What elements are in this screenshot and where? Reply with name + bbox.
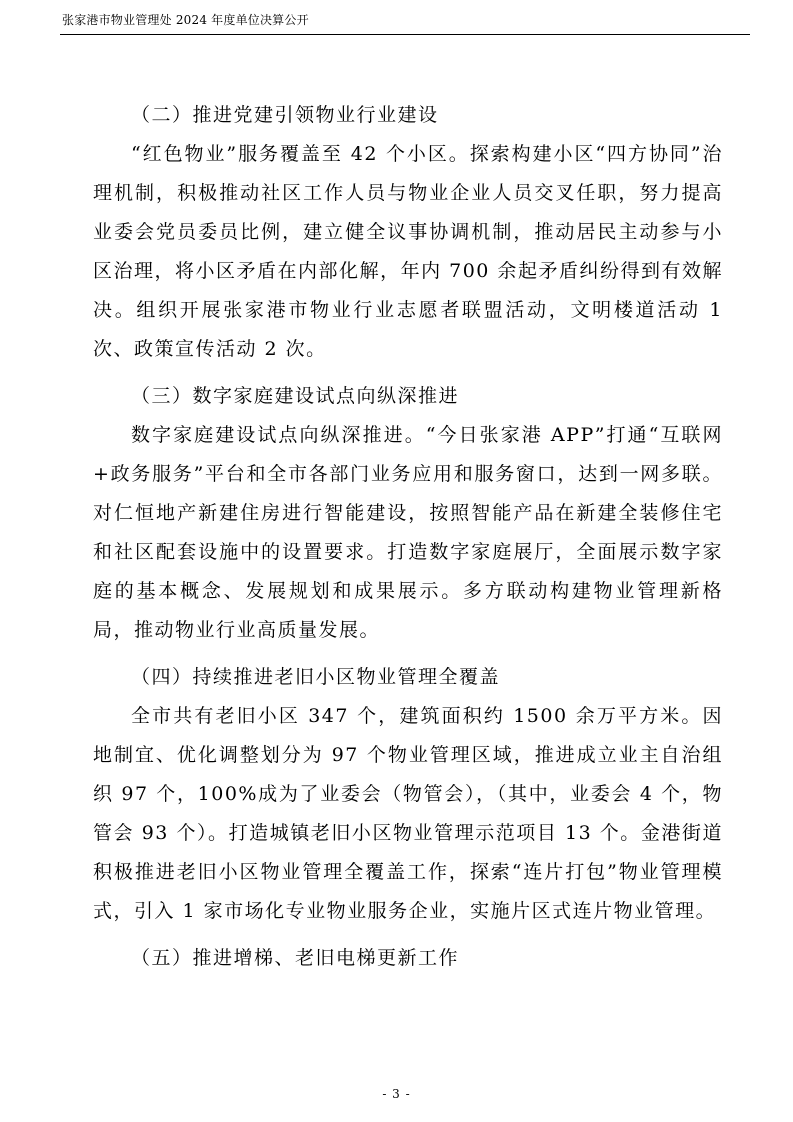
page-header: 张家港市物业管理处 2024 年度单位决算公开 [62,13,309,27]
section-heading-5: （五）推进增梯、老旧电梯更新工作 [131,947,460,969]
page-number: - 3 - [382,1087,411,1101]
section-heading-4: （四）持续推进老旧小区物业管理全覆盖 [131,666,501,688]
section-heading-2: （二）推进党建引领物业行业建设 [131,104,439,126]
section-gap [93,369,723,377]
section-gap [93,931,723,939]
section-gap [93,650,723,658]
section-paragraph-4: 全市共有老旧小区 347 个，建筑面积约 1500 余万平方米。因地制宜、优化调整划分为 97 个物业管理区域，推进成立业主自治组织 97 个，100%成为了业委会（物管会），（其中，业委会 4 个，物管会 93 个）。打造城镇老旧小区物业管理示范项目 13 个。金港街道积极推进老旧小区物业管理全覆盖工作，探索“连片打包”物业管理模式，引入 1 家市场化专业物业服务企业，实施片区式连片物业管理。 [93,705,723,922]
header-divider [60,34,750,35]
section-paragraph-2: “红色物业”服务覆盖至 42 个小区。探索构建小区“四方协同”治理机制，积极推动社区工作人员与物业企业人员交叉任职，努力提高业委会党员委员比例，建立健全议事协调机制，推动居民主动参与小区治理，将小区矛盾在内部化解，年内 700 余起矛盾纠纷得到有效解决。组织开展张家港市物业行业志愿者联盟活动，文明楼道活动 1 次、政策宣传活动 2 次。 [93,143,723,360]
section-paragraph-3: 数字家庭建设试点向纵深推进。“今日张家港 APP”打通“互联网+政务服务”平台和全市各部门业务应用和服务窗口，达到一网多联。对仁恒地产新建住房进行智能建设，按照智能产品在新建全装修住宅和社区配套设施中的设置要求。打造数字家庭展厅，全面展示数字家庭的基本概念、发展规划和成果展示。多方联动构建物业管理新格局，推动物业行业高质量发展。 [93,424,723,641]
document-body [93,96,723,978]
section-heading-3: （三）数字家庭建设试点向纵深推进 [131,385,460,407]
